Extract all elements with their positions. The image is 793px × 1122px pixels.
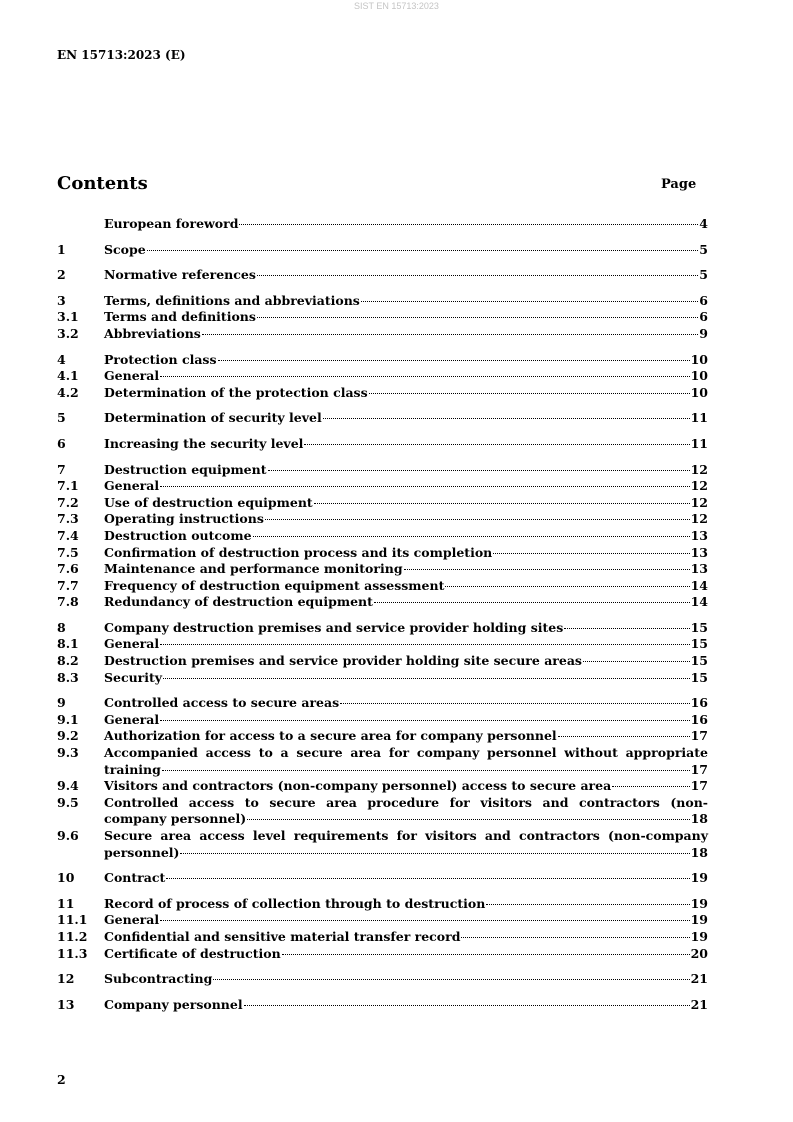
- dot-leader: [160, 486, 689, 487]
- dot-leader: [282, 954, 690, 955]
- toc-entry-page: 12: [690, 461, 708, 477]
- toc-entry-page: 5: [699, 241, 708, 257]
- watermark: SIST EN 15713:2023: [354, 1, 439, 11]
- dot-leader: [202, 334, 698, 335]
- toc-entry[interactable]: [57, 778, 708, 795]
- toc-entry-title: Terms and definitions: [104, 309, 256, 325]
- dot-leader: [493, 553, 689, 554]
- toc-entry[interactable]: [57, 971, 708, 988]
- toc-entry-number: 11.3: [57, 945, 88, 961]
- toc-entry-title-cell: [104, 410, 708, 427]
- toc-entry-title-line: [104, 828, 708, 845]
- toc-entry[interactable]: [57, 267, 708, 284]
- toc-entry-title: Maintenance and performance monitoring: [104, 561, 403, 577]
- toc-entry-page: 19: [690, 912, 708, 928]
- contents-heading: Contents: [57, 173, 148, 194]
- toc-entry[interactable]: [57, 578, 708, 595]
- toc-entry-title-cell: [104, 929, 708, 946]
- toc-entry[interactable]: [57, 495, 708, 512]
- toc-entry-title-cell: [104, 462, 708, 479]
- toc-entry-title-cell: [104, 561, 708, 578]
- dot-leader: [304, 444, 689, 445]
- toc-entry-number: 9: [57, 695, 66, 711]
- toc-entry-title-cell: [104, 216, 708, 233]
- dot-leader: [160, 920, 689, 921]
- toc-entry-page: 19: [690, 895, 708, 911]
- toc-entry-title-cell: [104, 578, 708, 595]
- toc-entry[interactable]: [57, 912, 708, 929]
- toc-entry-number: 7.7: [57, 577, 79, 593]
- dot-leader: [147, 250, 699, 251]
- toc-entry-title: Abbreviations: [104, 325, 201, 341]
- toc-entry[interactable]: [57, 929, 708, 946]
- toc-entry-page: 12: [690, 494, 708, 510]
- toc-entry-page: 13: [690, 544, 708, 560]
- page-number: 2: [57, 1072, 66, 1087]
- toc-entry-title: Destruction equipment: [104, 461, 267, 477]
- toc-entry-title: Secure area access level requirements for visitors and contractors (non-company: [104, 828, 708, 843]
- toc-entry-title-cell: [104, 971, 708, 988]
- toc-entry-number: 9.1: [57, 711, 79, 727]
- dot-leader: [558, 736, 690, 737]
- toc-entry[interactable]: [57, 511, 708, 528]
- toc-entry[interactable]: [57, 293, 708, 310]
- toc-entry-title: Destruction premises and service provider holding site secure areas: [104, 653, 582, 669]
- dot-leader: [213, 979, 689, 980]
- toc-entry[interactable]: [57, 997, 708, 1014]
- toc-entry-number: 7.5: [57, 544, 79, 560]
- toc-entry-title: Visitors and contractors (non-company personnel) access to secure area: [104, 778, 612, 794]
- toc-entry-title: Company destruction premises and service provider holding sites: [104, 619, 564, 635]
- dot-leader: [239, 224, 698, 225]
- dot-leader: [374, 602, 690, 603]
- toc-entry-title-cell: [104, 636, 708, 653]
- toc-entry-page: 19: [690, 928, 708, 944]
- toc-entry-title: Contract: [104, 870, 166, 886]
- dot-leader: [612, 786, 689, 787]
- toc-entry[interactable]: [57, 385, 708, 402]
- toc-entry-title-continuation: company personnel): [104, 811, 247, 827]
- dot-leader: [218, 360, 690, 361]
- toc-entry-number: 7: [57, 461, 66, 477]
- toc-entry-page: 5: [699, 267, 708, 283]
- toc-entry-title-cell: [104, 528, 708, 545]
- toc-entry-title: General: [104, 636, 160, 652]
- toc-entry-title: Subcontracting: [104, 971, 213, 987]
- toc-entry-title-cell: [104, 436, 708, 453]
- toc-entry-title: Terms, definitions and abbreviations: [104, 292, 360, 308]
- toc-entry[interactable]: [57, 594, 708, 611]
- toc-entry-number: 8: [57, 619, 66, 635]
- dot-leader: [361, 301, 698, 302]
- toc-entry-number: 6: [57, 435, 66, 451]
- dot-leader: [486, 904, 689, 905]
- toc-entry-title: Increasing the security level: [104, 435, 304, 451]
- toc-entry-title: Frequency of destruction equipment assessment: [104, 577, 445, 593]
- toc-entry[interactable]: [57, 309, 708, 326]
- toc-entry-title-cell: [104, 653, 708, 670]
- toc-entry-title-cell: [104, 478, 708, 495]
- toc-entry-title-cell: [104, 912, 708, 929]
- toc-entry-number: 11.1: [57, 912, 88, 928]
- toc-entry-number: 4: [57, 351, 66, 367]
- toc-entry-number: 13: [57, 996, 75, 1012]
- toc-entry[interactable]: [57, 896, 708, 913]
- toc-entry[interactable]: [57, 528, 708, 545]
- toc-entry-title-line: [104, 845, 708, 862]
- toc-entry-number: 7.1: [57, 478, 79, 494]
- toc-entry-page: 21: [690, 971, 708, 987]
- dot-leader: [265, 519, 690, 520]
- toc-entry-number: 9.5: [57, 794, 79, 810]
- toc-entry-title-continuation: personnel): [104, 844, 180, 860]
- dot-leader: [314, 503, 690, 504]
- toc-entry[interactable]: [57, 795, 708, 828]
- toc-entry-page: 18: [690, 811, 708, 827]
- dot-leader: [180, 853, 689, 854]
- dot-leader: [340, 703, 689, 704]
- dot-leader: [445, 586, 689, 587]
- toc-entry-title: Confidential and sensitive material transfer record: [104, 928, 461, 944]
- toc-entry[interactable]: [57, 745, 708, 778]
- toc-entry-title-cell: [104, 870, 708, 887]
- dot-leader: [244, 1005, 690, 1006]
- toc-entry-title: Confirmation of destruction process and its completion: [104, 544, 493, 560]
- toc-entry-page: 20: [690, 945, 708, 961]
- toc-entry-title: Use of destruction equipment: [104, 494, 313, 510]
- toc-entry[interactable]: [57, 216, 708, 233]
- toc-entry-title-cell: [104, 946, 708, 963]
- toc-entry[interactable]: [57, 620, 708, 637]
- toc-entry-number: 5: [57, 410, 66, 426]
- toc-entry-number: 12: [57, 971, 75, 987]
- toc-entry-title-cell: [104, 728, 708, 745]
- toc-entry-title: European foreword: [104, 216, 239, 231]
- dot-leader: [163, 678, 690, 679]
- page-column-heading: Page: [661, 177, 697, 192]
- toc-entry-number: 9.4: [57, 778, 79, 794]
- toc-entry-page: 13: [690, 561, 708, 577]
- toc-entry-title-cell: [104, 495, 708, 512]
- toc-entry-title-line: [104, 795, 708, 812]
- toc-entry[interactable]: [57, 462, 708, 479]
- toc-entry-page: 15: [690, 653, 708, 669]
- dot-leader: [160, 720, 689, 721]
- toc-entry-page: 6: [699, 309, 708, 325]
- toc-entry-title-cell: [104, 511, 708, 528]
- toc-entry-page: 17: [690, 761, 708, 777]
- toc-entry-title-cell: [104, 795, 708, 828]
- toc-entry-page: 18: [690, 844, 708, 860]
- toc-entry-number: 7.3: [57, 511, 79, 527]
- toc-entry[interactable]: [57, 670, 708, 687]
- toc-entry-page: 21: [690, 996, 708, 1012]
- toc-entry-page: 9: [699, 325, 708, 341]
- toc-entry-number: 7.6: [57, 561, 79, 577]
- toc-entry-title-cell: [104, 267, 708, 284]
- toc-entry-title: Certificate of destruction: [104, 945, 281, 961]
- toc-entry[interactable]: [57, 368, 708, 385]
- toc-entry-number: 3.2: [57, 325, 79, 341]
- dot-leader: [404, 569, 690, 570]
- toc-entry-page: 17: [690, 728, 708, 744]
- toc-entry-title-continuation: training: [104, 761, 161, 777]
- toc-entry-title: Security: [104, 669, 163, 685]
- dot-leader: [583, 661, 690, 662]
- toc-entry-title: Scope: [104, 241, 146, 257]
- toc-entry[interactable]: [57, 828, 708, 861]
- toc-entry-title-cell: [104, 745, 708, 778]
- toc-entry[interactable]: [57, 636, 708, 653]
- toc-entry-title: Protection class: [104, 351, 217, 367]
- dot-leader: [162, 770, 690, 771]
- dot-leader: [166, 878, 689, 879]
- toc-entry-title-cell: [104, 352, 708, 369]
- toc-entry-title: Determination of security level: [104, 410, 322, 426]
- toc-entry-title-cell: [104, 896, 708, 913]
- toc-entry[interactable]: [57, 712, 708, 729]
- toc-entry-page: 15: [690, 636, 708, 652]
- toc-entry-page: 10: [690, 368, 708, 384]
- dot-leader: [257, 317, 698, 318]
- toc-entry-title-cell: [104, 293, 708, 310]
- toc-entry-number: 4.2: [57, 384, 79, 400]
- toc-entry-number: 8.3: [57, 669, 79, 685]
- toc-entry-number: 3: [57, 292, 66, 308]
- toc-entry-number: 2: [57, 267, 66, 283]
- toc-entry-page: 14: [690, 594, 708, 610]
- toc-entry-page: 14: [690, 577, 708, 593]
- toc-entry-page: 16: [690, 695, 708, 711]
- toc-entry-page: 11: [690, 435, 708, 451]
- dot-leader: [564, 628, 689, 629]
- toc-entry-title-cell: [104, 594, 708, 611]
- toc-entry-title: General: [104, 478, 160, 494]
- toc-entry-title-cell: [104, 385, 708, 402]
- toc-entry[interactable]: [57, 436, 708, 453]
- toc-entry-page: 12: [690, 478, 708, 494]
- toc-entry-title: Accompanied access to a secure area for company personnel without appropriate: [104, 745, 708, 761]
- dot-leader: [369, 393, 690, 394]
- toc-entry-page: 19: [690, 870, 708, 886]
- toc-entry-title-cell: [104, 242, 708, 259]
- toc-entry-title-cell: [104, 309, 708, 326]
- toc-entry-page: 17: [690, 778, 708, 794]
- toc-entry-title: Redundancy of destruction equipment: [104, 594, 373, 610]
- toc-entry-title: Controlled access to secure areas: [104, 695, 340, 711]
- document-id: EN 15713:2023 (E): [57, 48, 186, 62]
- toc-entry[interactable]: [57, 478, 708, 495]
- dot-leader: [247, 819, 689, 820]
- toc-entry-number: 10: [57, 870, 75, 886]
- toc-entry-page: 13: [690, 527, 708, 543]
- toc-entry[interactable]: [57, 545, 708, 562]
- toc-entry-title-cell: [104, 778, 708, 795]
- toc-entry-title: Authorization for access to a secure area for company personnel: [104, 728, 557, 744]
- toc-entry-title: General: [104, 368, 160, 384]
- dot-leader: [257, 275, 698, 276]
- toc-entry-title-cell: [104, 620, 708, 637]
- toc-entry-page: 15: [690, 669, 708, 685]
- toc-entry-title-line: [104, 762, 708, 779]
- dot-leader: [323, 418, 690, 419]
- toc-entry-title-line: [104, 811, 708, 828]
- dot-leader: [461, 937, 689, 938]
- toc-entry-page: 6: [699, 292, 708, 308]
- toc-entry-title: Operating instructions: [104, 511, 264, 527]
- toc-entry-number: 1: [57, 241, 66, 257]
- toc-entry-title-cell: [104, 368, 708, 385]
- toc-entry-title-cell: [104, 695, 708, 712]
- toc-entry-title-line: [104, 745, 708, 762]
- toc-entry-page: 10: [690, 384, 708, 400]
- toc-entry[interactable]: [57, 695, 708, 712]
- toc-entry-page: 10: [690, 351, 708, 367]
- toc-entry-title-cell: [104, 828, 708, 861]
- toc-entry-title: Controlled access to secure area procedure for visitors and contractors (non-: [104, 794, 708, 810]
- toc-entry-title: General: [104, 711, 160, 727]
- toc-entry-number: 3.1: [57, 309, 79, 325]
- table-of-contents: [57, 216, 708, 1013]
- toc-entry[interactable]: [57, 946, 708, 963]
- toc-entry-number: 11: [57, 895, 75, 911]
- toc-entry-title: Destruction outcome: [104, 527, 252, 543]
- toc-entry-title-cell: [104, 997, 708, 1014]
- toc-entry-page: 4: [699, 216, 708, 231]
- toc-entry[interactable]: [57, 326, 708, 343]
- toc-entry-title-cell: [104, 545, 708, 562]
- toc-entry-number: 7.4: [57, 527, 79, 543]
- toc-entry-page: 15: [690, 619, 708, 635]
- toc-entry-title: General: [104, 912, 160, 928]
- toc-entry-title: Normative references: [104, 267, 256, 283]
- toc-entry[interactable]: [57, 352, 708, 369]
- toc-entry[interactable]: [57, 870, 708, 887]
- toc-entry-number: 8.1: [57, 636, 79, 652]
- toc-entry-number: 7.2: [57, 494, 79, 510]
- toc-entry-title: Company personnel: [104, 996, 243, 1012]
- toc-entry[interactable]: [57, 728, 708, 745]
- dot-leader: [160, 644, 689, 645]
- toc-entry-number: 9.2: [57, 728, 79, 744]
- toc-entry-number: 8.2: [57, 653, 79, 669]
- toc-entry-number: 9.3: [57, 745, 79, 761]
- toc-entry[interactable]: [57, 561, 708, 578]
- dot-leader: [160, 376, 689, 377]
- toc-entry-number: 4.1: [57, 368, 79, 384]
- toc-entry-page: 16: [690, 711, 708, 727]
- toc-entry-number: 11.2: [57, 928, 88, 944]
- toc-entry-title-cell: [104, 326, 708, 343]
- toc-entry-number: 9.6: [57, 828, 79, 843]
- dot-leader: [253, 536, 690, 537]
- toc-entry-title-cell: [104, 670, 708, 687]
- dot-leader: [268, 470, 690, 471]
- toc-entry-page: 12: [690, 511, 708, 527]
- toc-entry[interactable]: [57, 410, 708, 427]
- toc-entry-title: Determination of the protection class: [104, 384, 368, 400]
- toc-entry[interactable]: [57, 242, 708, 259]
- toc-entry-title-cell: [104, 712, 708, 729]
- toc-entry-page: 11: [690, 410, 708, 426]
- toc-entry-number: 7.8: [57, 594, 79, 610]
- toc-entry-title: Record of process of collection through to destruction: [104, 895, 486, 911]
- toc-entry[interactable]: [57, 653, 708, 670]
